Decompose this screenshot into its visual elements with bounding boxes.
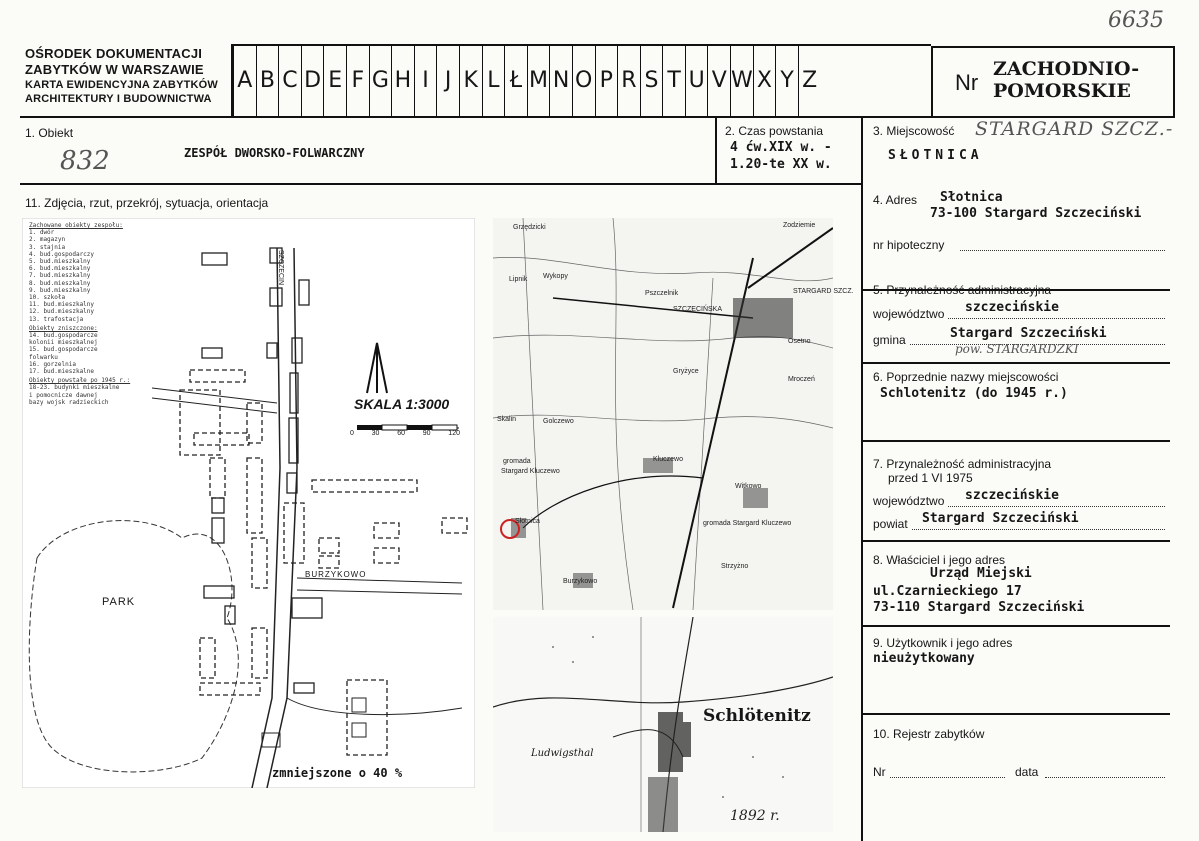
przynaleznosc-label: 5. Przynależność administracyjna <box>873 283 1052 297</box>
right-div-2 <box>863 362 1170 364</box>
przed1975-label2: przed 1 VI 1975 <box>888 471 973 485</box>
adres-label: 4. Adres <box>873 193 918 207</box>
obiekt-handwritten-number: 832 <box>60 146 110 176</box>
legend-list <box>29 384 130 406</box>
przed1975-woj-line <box>948 506 1165 507</box>
institution-block <box>25 46 230 106</box>
legend-item: 6. bud.mieszkalny <box>29 265 91 273</box>
scale-tick: 60 <box>397 430 405 437</box>
corner-number: 6635 <box>1108 8 1164 33</box>
legend-item: 2. magazyn <box>29 236 66 244</box>
region-line: POMORSKIE <box>993 80 1131 102</box>
historic-map-year: 1892 r. <box>730 808 780 824</box>
przed1975-woj-value: szczecińskie <box>965 488 1059 503</box>
legend-item: i pomocnicze dawnej <box>29 391 98 399</box>
uzytkownik-value: nieużytkowany <box>873 651 975 666</box>
legend-item: 11. bud.mieszkalny <box>29 301 95 309</box>
scale-tick: 0 <box>350 430 354 437</box>
index-letter: M <box>527 44 550 116</box>
index-letter: L <box>482 44 505 116</box>
wlasciciel-line1: Urząd Miejski <box>930 566 1032 581</box>
przed1975-label: 7. Przynależność administracyjna <box>873 457 1052 471</box>
topo-place-label: Stargard Kluczewo <box>501 468 560 475</box>
wojewodztwo-value: szczecińskie <box>965 300 1059 315</box>
index-letter: S <box>640 44 663 116</box>
adres-line1: Słotnica <box>940 190 1003 205</box>
topo-place-label: STARGARD SZCZ. <box>793 288 854 295</box>
legend-item: 1. dwór <box>29 229 55 237</box>
rejestr-data-line <box>1045 777 1165 778</box>
index-letter: Z <box>798 44 821 116</box>
obiekt-label: 1. Obiekt <box>25 126 74 140</box>
legend-list <box>29 332 130 375</box>
wlasciciel-line3: 73-110 Stargard Szczeciński <box>873 600 1085 615</box>
scale-tick: 90 <box>422 430 431 437</box>
legend-item: 5. bud.mieszkalny <box>29 258 91 266</box>
powiat-line <box>912 529 1165 530</box>
topo-place-label: Witkowo <box>735 483 762 490</box>
index-letter: H <box>391 44 414 116</box>
przed1975-woj-label: województwo <box>873 494 945 508</box>
topo-place-label: Wykopy <box>543 273 568 280</box>
index-letter: W <box>730 44 753 116</box>
powiat-value: Stargard Szczeciński <box>922 511 1079 526</box>
index-letter: I <box>414 44 437 116</box>
index-letter: B <box>256 44 279 116</box>
historic-map-town: Schlötenitz <box>703 706 811 726</box>
legend-item: 12. bud.mieszkalny <box>29 308 95 316</box>
index-letter: R <box>617 44 640 116</box>
park-label: PARK <box>102 596 136 608</box>
wojewodztwo-label: województwo <box>873 307 945 321</box>
zdjecia-label: 11. Zdjęcia, rzut, przekrój, sytuacja, orientacja <box>25 196 269 210</box>
wlasciciel-label: 8. Właściciel i jego adres <box>873 553 1006 567</box>
index-letter: D <box>301 44 324 116</box>
street2-label: SZCZECIN <box>277 250 284 285</box>
institution-line: OŚRODEK DOKUMENTACJI <box>25 46 203 61</box>
institution-line: ARCHITEKTURY I BUDOWNICTWA <box>25 93 212 105</box>
index-letter: F <box>346 44 369 116</box>
topo-place-label: Pszczelnik <box>645 290 679 297</box>
obiekt-value: ZESPÓŁ DWORSKO-FOLWARCZNY <box>184 146 365 160</box>
topo-place-label: Strzyżno <box>721 563 749 570</box>
gmina-handwritten: pow. STARGARDZKI <box>955 342 1079 356</box>
index-letter: V <box>707 44 730 116</box>
legend-list <box>29 229 130 323</box>
nr-label: Nr <box>955 70 979 95</box>
index-letter: Ł <box>504 44 527 116</box>
legend-title: Obiekty zniszczone: <box>29 324 98 332</box>
topo-place-label: Lipnik <box>509 276 528 283</box>
gmina-label: gmina <box>873 333 906 347</box>
legend-item: 17. bud.mieszkalne <box>29 368 95 376</box>
topo-place-label: gromada Stargard Kluczewo <box>703 520 792 527</box>
region-name <box>993 58 1139 102</box>
index-letter: Y <box>775 44 798 116</box>
miejscowosc-label: 3. Miejscowość <box>873 124 955 138</box>
index-letter: C <box>278 44 301 116</box>
index-letter: X <box>753 44 776 116</box>
legend-item: folwarku <box>29 353 58 361</box>
legend-item: bazy wojsk radzieckich <box>29 398 109 406</box>
miejscowosc-handwritten: STARGARD SZCZ.- <box>975 118 1174 140</box>
adres-line2: 73-100 Stargard Szczeciński <box>930 206 1142 221</box>
wojewodztwo-line <box>948 318 1165 319</box>
uzytkownik-label: 9. Użytkownik i jego adres <box>873 636 1013 650</box>
plan-legend <box>29 222 130 406</box>
legend-item: 16. gorzelnia <box>29 360 76 368</box>
historic-map-place: Ludwigsthal <box>531 748 594 759</box>
legend-item: 9. bud.mieszkalny <box>29 286 91 294</box>
legend-item: 8. bud.mieszkalny <box>29 279 91 287</box>
street-label: BURZYKOWO <box>305 570 367 579</box>
poprzednie-value: Schlotenitz (do 1945 r.) <box>880 386 1068 401</box>
legend-item: kolonii mieszkalnej <box>29 339 98 347</box>
index-letter: T <box>662 44 685 116</box>
scale-ticks <box>350 430 460 437</box>
legend-item: 13. trafostacja <box>29 315 84 323</box>
legend-item: 10. szkoła <box>29 294 66 302</box>
rejestr-label: 10. Rejestr zabytków <box>873 727 985 741</box>
topo-place-label: Kluczewo <box>653 456 683 463</box>
czas-line1: 4 ćw.XIX w. - <box>730 140 832 155</box>
index-letter: P <box>595 44 618 116</box>
scale-tick: 120 <box>448 430 460 437</box>
topo-place-label: Zodziemie <box>783 222 816 229</box>
institution-line: ZABYTKÓW W WARSZAWIE <box>25 62 204 77</box>
topo-place-label: Skalin <box>497 416 517 423</box>
right-div-6 <box>863 713 1170 715</box>
legend-title: Obiekty powstałe po 1945 r.: <box>29 377 131 385</box>
institution-line: KARTA EWIDENCYJNA ZABYTKÓW <box>25 79 219 91</box>
hipoteczny-line <box>960 250 1165 251</box>
index-letter: K <box>459 44 482 116</box>
legend-item: 4. bud.gospodarczy <box>29 250 95 258</box>
wlasciciel-line2: ul.Czarnieckiego 17 <box>873 584 1022 599</box>
index-letter: O <box>572 44 595 116</box>
right-div-4 <box>863 540 1170 542</box>
row1-bottom-line <box>20 183 863 185</box>
topo-place-label: Grzędzicki <box>513 224 546 231</box>
legend-item: 14. bud.gospodarcze <box>29 332 98 340</box>
index-letter: J <box>436 44 459 116</box>
topo-place-label: Osetno <box>788 338 811 345</box>
topo-place-label: SZCZECIŃSKA <box>673 306 723 313</box>
topo-place-label: Burzykowo <box>563 578 598 585</box>
topo-place-label: Gryżyce <box>673 368 699 375</box>
czas-line2: 1.20-te XX w. <box>730 157 832 172</box>
plan-reduced-note: zmniejszone o 40 % <box>272 766 403 780</box>
legend-title: Zachowane obiekty zespołu: <box>29 222 123 229</box>
topo-place-label: gromada <box>503 458 531 465</box>
scale-tick: 30 <box>371 430 380 437</box>
legend-item: 3. stajnia <box>29 243 66 251</box>
index-letter: U <box>685 44 708 116</box>
legend-item: 15. bud.gospodarcze <box>29 346 98 354</box>
right-div-5 <box>863 625 1170 627</box>
rejestr-data-label: data <box>1015 765 1039 779</box>
topo-place-label: Słotnica <box>515 518 540 525</box>
plan-scale: SKALA 1:3000 <box>354 396 450 412</box>
poprzednie-label: 6. Poprzednie nazwy miejscowości <box>873 370 1059 384</box>
legend-item: 7. bud.mieszkalny <box>29 272 91 280</box>
right-div-3 <box>863 440 1170 442</box>
topo-place-label: Mroczeń <box>788 376 815 383</box>
rejestr-nr-label: Nr <box>873 765 886 779</box>
rejestr-nr-line <box>890 777 1005 778</box>
letter-index <box>233 44 820 116</box>
divider-1 <box>715 116 717 184</box>
index-letter: E <box>323 44 346 116</box>
miejscowosc-value: SŁOTNICA <box>888 148 983 163</box>
index-letter: N <box>549 44 572 116</box>
legend-item: 18-23. budynki mieszkalne <box>29 384 120 392</box>
main-vertical-divider <box>861 116 863 841</box>
index-letter: A <box>233 44 256 116</box>
region-line: ZACHODNIO- <box>993 58 1140 80</box>
region-box <box>931 46 1175 118</box>
powiat-label: powiat <box>873 517 908 531</box>
topo-place-labels <box>493 218 854 610</box>
hipoteczny-label: nr hipoteczny <box>873 238 945 252</box>
gmina-value: Stargard Szczeciński <box>950 326 1107 341</box>
topo-place-label: Golczewo <box>543 418 574 425</box>
index-letter: G <box>369 44 392 116</box>
czas-label: 2. Czas powstania <box>725 124 824 138</box>
